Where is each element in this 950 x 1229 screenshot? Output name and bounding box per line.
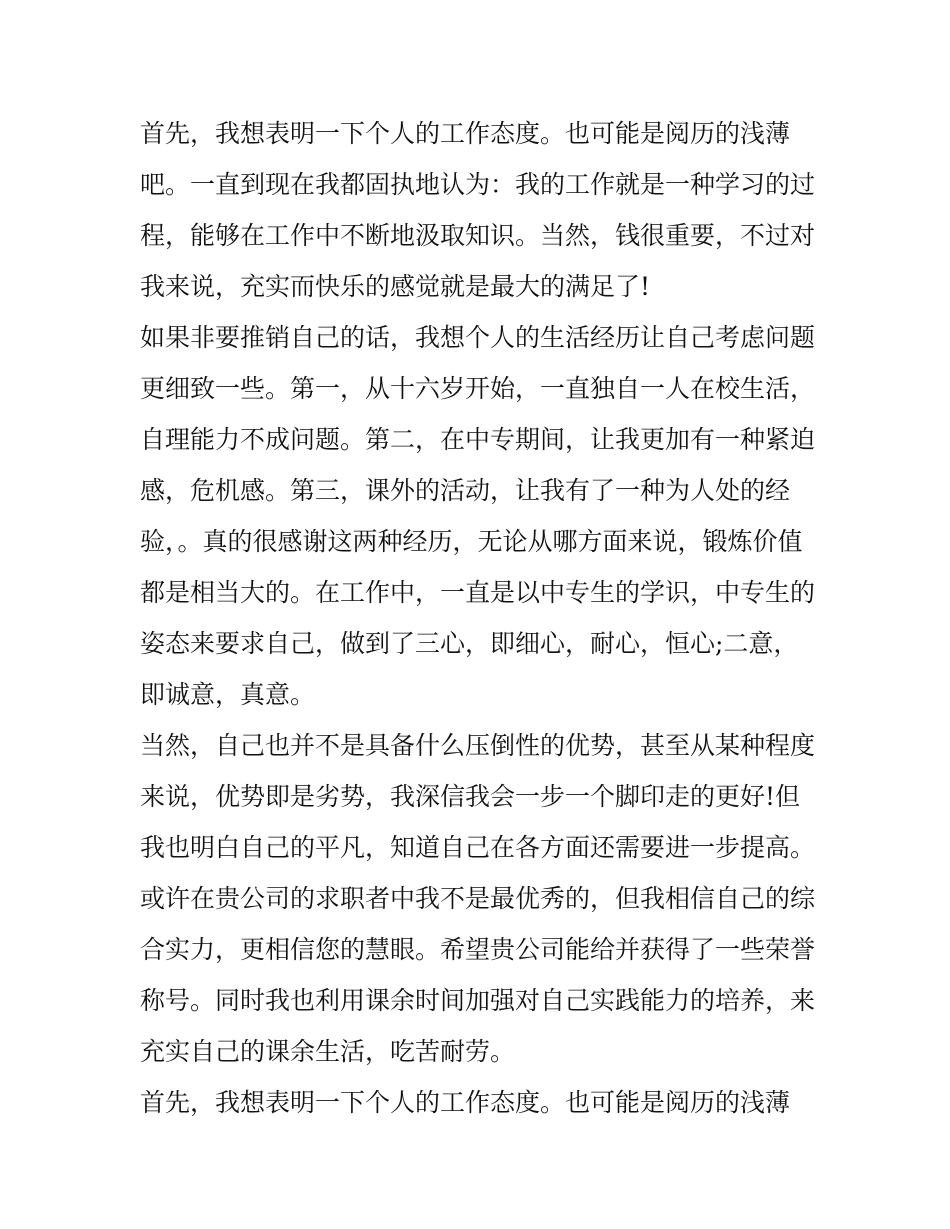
text-line: 感，危机感。第三，课外的活动，让我有了一种为人处的经 <box>140 476 791 505</box>
text-line: 验，。真的很感谢这两种经历，无论从哪方面来说，锻炼价值 <box>140 527 803 556</box>
text-line: 称号。同时我也利用课余时间加强对自己实践能力的培养，来 <box>140 986 816 1015</box>
text-line: 姿态来要求自己，做到了三心，即细心，耐心，恒心;二意， <box>140 629 799 658</box>
text-line: 即诚意，真意。 <box>140 680 316 709</box>
text-line: 都是相当大的。在工作中，一直是以中专生的学识，中专生的 <box>140 578 816 607</box>
text-line: 首先，我想表明一下个人的工作态度。也可能是阅历的浅薄 <box>140 1088 791 1117</box>
text-line: 当然，自己也并不是具备什么压倒性的优势，甚至从某种程度 <box>140 731 816 760</box>
text-line: 或许在贵公司的求职者中我不是最优秀的，但我相信自己的综 <box>140 884 816 913</box>
text-line: 来说，优势即是劣势，我深信我会一步一个脚印走的更好!但 <box>140 782 801 811</box>
text-line: 充实自己的课余生活，吃苦耐劳。 <box>140 1037 516 1066</box>
text-line: 如果非要推销自己的话，我想个人的生活经历让自己考虑问题 <box>140 323 816 352</box>
text-line: 程，能够在工作中不断地汲取知识。当然，钱很重要，不过对 <box>140 221 816 250</box>
text-line: 吧。一直到现在我都固执地认为：我的工作就是一种学习的过 <box>140 170 816 199</box>
text-line: 更细致一些。第一，从十六岁开始，一直独自一人在校生活， <box>140 374 816 403</box>
text-line: 合实力，更相信您的慧眼。希望贵公司能给并获得了一些荣誉 <box>140 935 816 964</box>
document-body <box>140 108 820 1128</box>
paragraph-1 <box>140 108 820 312</box>
text-line: 我来说，充实而快乐的感觉就是最大的满足了! <box>140 272 651 301</box>
paragraph-4 <box>140 1077 820 1128</box>
paragraph-2 <box>140 312 820 720</box>
text-line: 我也明白自己的平凡，知道自己在各方面还需要进一步提高。 <box>140 833 816 862</box>
text-line: 首先，我想表明一下个人的工作态度。也可能是阅历的浅薄 <box>140 119 791 148</box>
paragraph-3 <box>140 720 820 1077</box>
text-line: 自理能力不成问题。第二，在中专期间，让我更加有一种紧迫 <box>140 425 816 454</box>
